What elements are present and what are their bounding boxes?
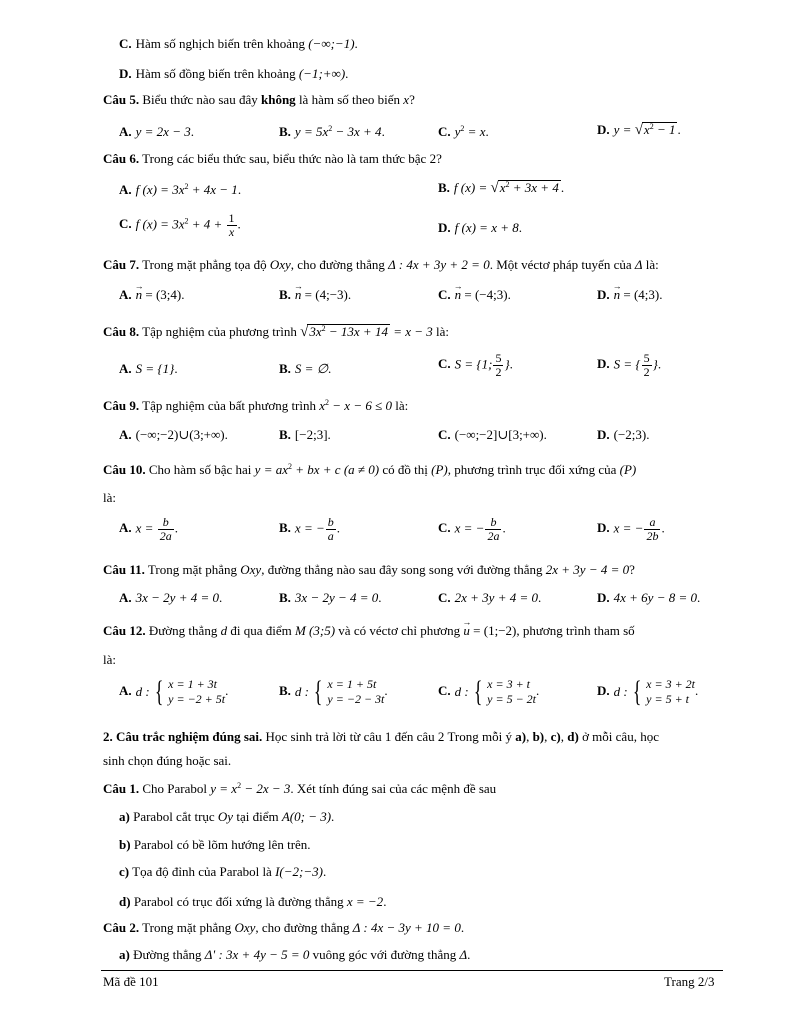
system-row: y = 5 − 2t [487, 692, 536, 706]
option-label: B. [279, 590, 291, 605]
fraction [227, 212, 237, 239]
item-text: Tọa độ đỉnh của Parabol là [132, 864, 272, 879]
system-row: y = −2 + 5t [168, 692, 226, 706]
option-math: x = [135, 520, 157, 536]
fraction [493, 352, 503, 379]
q9-option-d: D. (−2;3). [597, 427, 650, 442]
q11-option-d: D. 4x + 6y − 8 = 0. [597, 590, 701, 605]
option-label: B. [279, 682, 291, 698]
exponent: 2 [287, 462, 292, 471]
option-math: y = 5x [294, 124, 329, 139]
stem-var: Δ [634, 257, 643, 272]
q7-option-c: C.→ n = (−4;3). [438, 287, 511, 303]
system-row: y = −2 − 3t [327, 692, 385, 706]
item-math: Oy [217, 809, 234, 824]
option-label: A. [119, 682, 132, 698]
q12-stem [103, 623, 635, 639]
stem-text: , cho đường thẳng [290, 257, 385, 272]
stem-var: Oxy [234, 920, 256, 935]
stem-text: Cho hàm số bậc hai [148, 462, 252, 477]
item-marker: d) [119, 894, 131, 909]
option-math: = (4;3) [620, 287, 660, 302]
option-math: [−2;3] [294, 427, 328, 442]
item-math: Δ [459, 947, 468, 962]
vector-var: → n [295, 287, 302, 303]
option-label: B. [438, 180, 450, 195]
footer-page-number: Trang 2/3 [664, 974, 715, 989]
q12-option-d: D. d : { x = 3 + 2t y = 5 + t . [597, 675, 699, 708]
item-marker: b) [119, 837, 131, 852]
q7-stem [103, 257, 659, 273]
q10-option-b: B. x = − $\frac{b}{a}$ . [279, 515, 340, 543]
vector-var: → n [455, 287, 462, 303]
stem-text: Cho Parabol [142, 781, 208, 796]
question-label: Câu 2. [103, 920, 140, 935]
exponent: 2 [321, 324, 326, 333]
q9-option-a: A. (−∞;−2)∪(3;+∞). [119, 427, 228, 442]
stem-var: Oxy [269, 257, 291, 272]
footer-divider [101, 970, 723, 971]
option-math: + 4x − 1 [188, 182, 238, 197]
question-label: Câu 1. [103, 781, 140, 796]
q8-option-b: B. S = ∅. [279, 361, 332, 376]
fraction [642, 352, 652, 379]
stem-math: + bx + c [291, 462, 341, 477]
fraction [158, 516, 174, 543]
radicand [307, 324, 390, 339]
item-text: Parabol có bề lõm hướng lên trên. [133, 837, 311, 852]
q4-option-c: C. Hàm số nghịch biến trên khoảng (−∞;−1). [119, 36, 358, 51]
stem-math: Δ : 4x + 3y + 2 = 0 [388, 257, 490, 272]
option-label: C. [438, 590, 451, 605]
footer-exam-code: Mã đề 101 [103, 974, 159, 989]
tf1-item-c: c) Tọa độ đỉnh của Parabol là I(−2;−3). [119, 864, 327, 879]
stem-text: Đường thẳng [148, 623, 218, 638]
option-label: D. [597, 520, 610, 536]
option-label: C. [119, 36, 132, 51]
vector-var: → u [463, 623, 470, 639]
q10-stem-cont [103, 490, 116, 506]
q8-option-c: C. S = {1; $\frac{5}{2}$ }. [438, 351, 513, 379]
q12-option-b: B. d : { x = 1 + 5t y = −2 − 3t . [279, 675, 388, 708]
stem-text: Biểu thức nào sau đây [142, 92, 258, 107]
option-math: y = 2x − 3 [135, 124, 191, 139]
fraction [326, 516, 336, 543]
question-label: Câu 12. [103, 623, 146, 638]
q11-option-b: B. 3x − 2y − 4 = 0. [279, 590, 382, 605]
option-math: x = − [294, 520, 325, 536]
option-math: (−1;+∞) [298, 66, 346, 81]
radicand-part: − 1 [653, 122, 676, 137]
item-marker: c) [119, 864, 130, 879]
option-label: A. [119, 287, 132, 302]
stem-math: 2x + 3y − 4 = 0 [545, 562, 630, 577]
option-math: f (x) = 3x [135, 182, 185, 197]
q7-option-a: A.→ n = (3;4). [119, 287, 185, 303]
part2-heading-cont [103, 753, 231, 769]
denominator: a [327, 529, 334, 543]
sqrt-icon: √ [300, 324, 309, 340]
denominator: 2 [495, 365, 502, 379]
option-label: D. [597, 122, 610, 137]
item-text: Đường thẳng [133, 947, 202, 962]
option-math: S = ∅ [294, 361, 329, 376]
option-math: (−∞;−1) [308, 36, 355, 51]
part2-heading: 2. Câu trắc nghiệm đúng sai. Học sinh trả lời từ câu 1 đến câu 2 Trong mỗi ý a), b), c), d) ở mỗi câu, học [103, 729, 659, 744]
q9-stem [103, 398, 408, 414]
option-math: x = − [454, 520, 485, 536]
option-label: B. [279, 520, 291, 536]
numerator: b [158, 516, 174, 530]
stem-text: là: [103, 490, 116, 505]
question-label: Câu 11. [103, 562, 145, 577]
option-label: C. [438, 427, 451, 442]
option-math: 3x − 2y − 4 = 0 [294, 590, 379, 605]
vector-var: → n [136, 287, 143, 303]
option-text: Hàm số nghịch biến trên khoảng [135, 36, 305, 51]
option-math: f (x) = [453, 180, 491, 195]
section-text: ở mỗi câu, học [582, 729, 659, 744]
option-math: 4x + 6y − 8 = 0 [613, 590, 697, 605]
stem-math: Δ : 4x − 3y + 10 = 0 [352, 920, 461, 935]
stem-math: (a ≠ 0) [343, 462, 380, 477]
option-math: } [504, 356, 510, 372]
option-label: B. [279, 427, 291, 442]
q10-option-a: A. x = $\frac{b}{2a}$ . [119, 515, 178, 543]
stem-text: Trong mặt phẳng [142, 920, 232, 935]
option-math: d : [135, 684, 150, 699]
fraction [644, 516, 660, 543]
question-label: Câu 5. [103, 92, 140, 107]
numerator: a [644, 516, 660, 530]
item-math: I(−2;−3) [275, 864, 323, 879]
item-text: vuông góc với đường thẳng [312, 947, 457, 962]
option-label: D. [597, 356, 610, 372]
stem-text: , cho đường thẳng [255, 920, 350, 935]
option-label: A. [119, 427, 132, 442]
radicand [498, 180, 561, 195]
stem-text: Trong các biểu thức sau, biểu thức nào là tam thức bậc 2? [142, 151, 442, 166]
item-math: Δ' : 3x + 4y − 5 = 0 [204, 947, 310, 962]
question-label: Câu 9. [103, 398, 140, 413]
q8-option-a: A. S = {1}. [119, 361, 178, 376]
exponent: 2 [237, 781, 242, 790]
sqrt-icon: √ [634, 122, 643, 138]
item-text: Parabol cắt trục [133, 809, 215, 824]
option-label: A. [119, 124, 132, 139]
denominator: 2a [159, 529, 172, 543]
option-math: = (−4;3) [461, 287, 508, 302]
option-text: Hàm số đồng biến trên khoảng [135, 66, 296, 81]
option-math: = (3;4) [142, 287, 182, 302]
exponent: 2 [184, 216, 189, 226]
stem-math: = x − 3 [389, 324, 433, 339]
option-label: C. [438, 124, 451, 139]
item-marker: a) [515, 729, 527, 744]
denominator: 2b [646, 529, 659, 543]
option-label: C. [438, 287, 451, 302]
option-math: 3x − 2y + 4 = 0 [135, 590, 219, 605]
q12-stem-cont [103, 652, 116, 668]
stem-qmark: ? [409, 92, 415, 107]
q6-stem [103, 151, 442, 167]
option-math: d : [294, 684, 310, 699]
numerator: b [327, 515, 334, 529]
option-label: B. [279, 287, 291, 302]
stem-math: y = ax [254, 462, 288, 477]
option-math: = (4;−3) [301, 287, 348, 302]
q5-option-b: B. $y = 5x^2 - 3x + 4$. [279, 124, 385, 139]
stem-text: đi qua điểm [230, 623, 292, 638]
q11-option-a: A. 3x − 2y + 4 = 0. [119, 590, 223, 605]
option-label: D. [597, 590, 610, 605]
stem-math: (P) [431, 462, 448, 477]
exponent: 2 [505, 180, 510, 189]
brace-icon: { [313, 675, 323, 708]
radicand-part: + 3x + 4 [509, 180, 559, 195]
item-marker: c) [550, 729, 561, 744]
question-label: Câu 7. [103, 257, 140, 272]
q6-option-b: B. f $(x) = √x^2 + 3x + 4$ . [438, 180, 565, 196]
q8-option-d: D. S = { $\frac{5}{2}$ }. [597, 351, 662, 379]
exponent: 2 [325, 398, 330, 407]
section-text: sinh chọn đúng hoặc sai. [103, 753, 232, 768]
stem-math: M (3;5) [294, 623, 336, 638]
option-math: S = { [613, 356, 641, 372]
q7-option-b: B.→ n = (4;−3). [279, 287, 351, 303]
item-text: Parabol có trục đối xứng là đường thẳng [133, 894, 344, 909]
item-marker: a) [119, 947, 130, 962]
sqrt-icon: √ [490, 180, 499, 196]
option-math: f (x) = 3x [135, 216, 185, 232]
q12-option-a: A. d : { x = 1 + 3t y = −2 + 5t . [119, 675, 229, 708]
q5-option-c: C. $y^2 = x$. [438, 124, 489, 139]
exponent: 2 [328, 124, 333, 133]
option-label: A. [119, 520, 132, 536]
stem-math: = (1;−2) [469, 623, 517, 638]
stem-text: và có véctơ chỉ phương [338, 623, 461, 638]
q6-option-c: C. f $(x) = 3x^2 + 4$ + $\frac{1}{x}$ . [119, 211, 241, 239]
option-math: d : [613, 684, 628, 699]
q7-option-d: D.→ n = (4;3). [597, 287, 663, 303]
stem-bold: không [260, 92, 296, 107]
system-row: x = 1 + 5t [327, 677, 377, 691]
q5-option-d: D. $y = √x^2 - 1$ . [597, 122, 681, 138]
stem-math: y = x [210, 781, 238, 796]
option-label: D. [597, 682, 610, 698]
tf2-stem: Câu 2. Trong mặt phẳng Oxy, cho đường thẳng Δ : 4x − 3y + 10 = 0. [103, 920, 465, 935]
exponent: 2 [184, 182, 189, 191]
item-math: A(0; − 3) [281, 809, 332, 824]
radicand [642, 122, 678, 137]
numerator: b [485, 516, 501, 530]
denominator: 2 [643, 365, 650, 379]
q6-option-d: D. f (x) = x + 8. [438, 220, 522, 235]
tf1-item-d: d) Parabol có trục đối xứng là đường thẳng x = −2. [119, 894, 387, 909]
question-label: Câu 6. [103, 151, 140, 166]
option-label: B. [279, 124, 291, 139]
stem-var: d [220, 623, 228, 638]
item-marker: d) [567, 729, 579, 744]
item-marker: b) [532, 729, 545, 744]
option-label: A. [119, 361, 132, 376]
brace-icon: { [154, 675, 164, 708]
option-math: (−∞;−2)∪(3;+∞) [135, 427, 225, 442]
stem-text: , phương trình tham số [516, 623, 635, 638]
option-label: D. [597, 287, 610, 302]
stem-text: là hàm số theo biến [298, 92, 401, 107]
option-math: − 3x + 4 [332, 124, 382, 139]
option-math: d : [454, 684, 469, 699]
stem-text: là: [395, 398, 409, 413]
stem-text: là: [103, 652, 116, 667]
equation-system [295, 677, 384, 707]
stem-text: là: [645, 257, 659, 272]
section-text: Học sinh trả lời từ câu 1 đến câu 2 Trong mỗi ý [265, 729, 512, 744]
tf1-stem [103, 781, 496, 797]
tf1-item-a: a) Parabol cắt trục Oy tại điểm A(0; − 3). [119, 809, 335, 824]
option-math: y [454, 124, 461, 139]
stem-math: (P) [619, 462, 637, 477]
option-math: (−∞;−2]∪[3;+∞) [454, 427, 544, 442]
equation-system [455, 677, 536, 707]
option-math: f (x) = x + 8 [454, 220, 519, 235]
option-label: A. [119, 590, 132, 605]
option-math: S = {1; [454, 356, 493, 372]
denominator: x [228, 225, 235, 239]
vector-var: → n [614, 287, 621, 303]
q5-stem [103, 92, 415, 108]
fraction [485, 516, 501, 543]
option-math: = x [464, 124, 486, 139]
stem-math: − x − 6 ≤ 0 [329, 398, 392, 413]
q8-stem [103, 324, 449, 340]
stem-text: Trong mặt phẳng tọa độ [142, 257, 267, 272]
stem-var: Oxy [240, 562, 262, 577]
system-row: x = 1 + 3t [168, 677, 217, 691]
question-label: Câu 8. [103, 324, 140, 339]
stem-text: Trong mặt phẳng [147, 562, 237, 577]
q5-option-a: A. y = 2x − 3. [119, 124, 194, 139]
item-marker: a) [119, 809, 130, 824]
numerator: 5 [643, 351, 650, 365]
option-label: C. [438, 682, 451, 698]
stem-var: x [403, 92, 410, 107]
option-math: x = − [613, 520, 644, 536]
numerator: 5 [495, 351, 502, 365]
option-math: + 4 + [188, 216, 226, 232]
option-label: A. [119, 182, 132, 197]
tf1-item-b [119, 837, 311, 853]
q11-stem [103, 562, 635, 578]
q9-option-c: C. (−∞;−2]∪[3;+∞). [438, 427, 547, 442]
brace-icon: { [473, 675, 483, 708]
tf2-item-a: a) Đường thẳng Δ' : 3x + 4y − 5 = 0 vuông góc với đường thẳng Δ. [119, 947, 471, 962]
option-math: S = {1} [135, 361, 175, 376]
option-label: C. [438, 520, 451, 536]
q10-option-d: D. x = − $\frac{a}{2b}$ . [597, 515, 665, 543]
q10-option-c: C. x = − $\frac{b}{2a}$ . [438, 515, 506, 543]
item-text: tại điểm [236, 809, 279, 824]
denominator: 2a [487, 529, 500, 543]
radicand-part: x [499, 180, 506, 195]
system-row: x = 3 + 2t [646, 677, 695, 691]
section-heading: 2. Câu trắc nghiệm đúng sai. [103, 729, 263, 744]
system-row: y = 5 + t [646, 692, 689, 706]
stem-text: Tập nghiệm của bất phương trình [142, 398, 316, 413]
stem-math: x [319, 398, 326, 413]
q11-option-c: C. 2x + 3y + 4 = 0. [438, 590, 542, 605]
option-math: } [652, 356, 658, 372]
option-label: C. [119, 216, 132, 232]
option-math: (−2;3) [613, 427, 647, 442]
brace-icon: { [632, 675, 642, 708]
option-label: D. [597, 427, 610, 442]
option-math: y = [613, 122, 635, 137]
q4-option-d: D. Hàm số đồng biến trên khoảng (−1;+∞). [119, 66, 349, 81]
option-label: C. [438, 356, 451, 372]
q12-option-c: C. d : { x = 3 + t y = 5 − 2t . [438, 675, 540, 708]
radicand-part: − 13x + 14 [325, 324, 388, 339]
q10-stem [103, 462, 636, 478]
question-label: Câu 10. [103, 462, 146, 477]
option-label: D. [438, 220, 451, 235]
stem-text: có đồ thị [382, 462, 428, 477]
exponent: 2 [460, 124, 465, 133]
stem-math: − 2x − 3 [241, 781, 291, 796]
numerator: 1 [228, 211, 235, 225]
system-row: x = 3 + t [487, 677, 530, 691]
radicand-part: x [643, 122, 650, 137]
option-label: B. [279, 361, 291, 376]
option-label: D. [119, 66, 132, 81]
stem-text: . Xét tính đúng sai của các mệnh đề sau [290, 781, 497, 796]
stem-qmark: ? [629, 562, 635, 577]
item-math: x = −2 [346, 894, 384, 909]
equation-system [136, 677, 225, 707]
stem-text: là: [436, 324, 450, 339]
stem-text: , đường thẳng nào sau đây song song với đường thẳng [261, 562, 543, 577]
equation-system [614, 677, 695, 707]
stem-text: , phương trình trục đối xứng của [447, 462, 617, 477]
q6-option-a: A. f $(x) = 3x^2 + 4x - 1$. [119, 182, 242, 197]
radicand-part: 3x [309, 324, 322, 339]
exponent: 2 [649, 122, 654, 131]
stem-text: . Một véctơ pháp tuyến của [489, 257, 632, 272]
stem-text: Tập nghiệm của phương trình [142, 324, 297, 339]
q9-option-b: B. [−2;3]. [279, 427, 331, 442]
option-math: 2x + 3y + 4 = 0 [454, 590, 538, 605]
